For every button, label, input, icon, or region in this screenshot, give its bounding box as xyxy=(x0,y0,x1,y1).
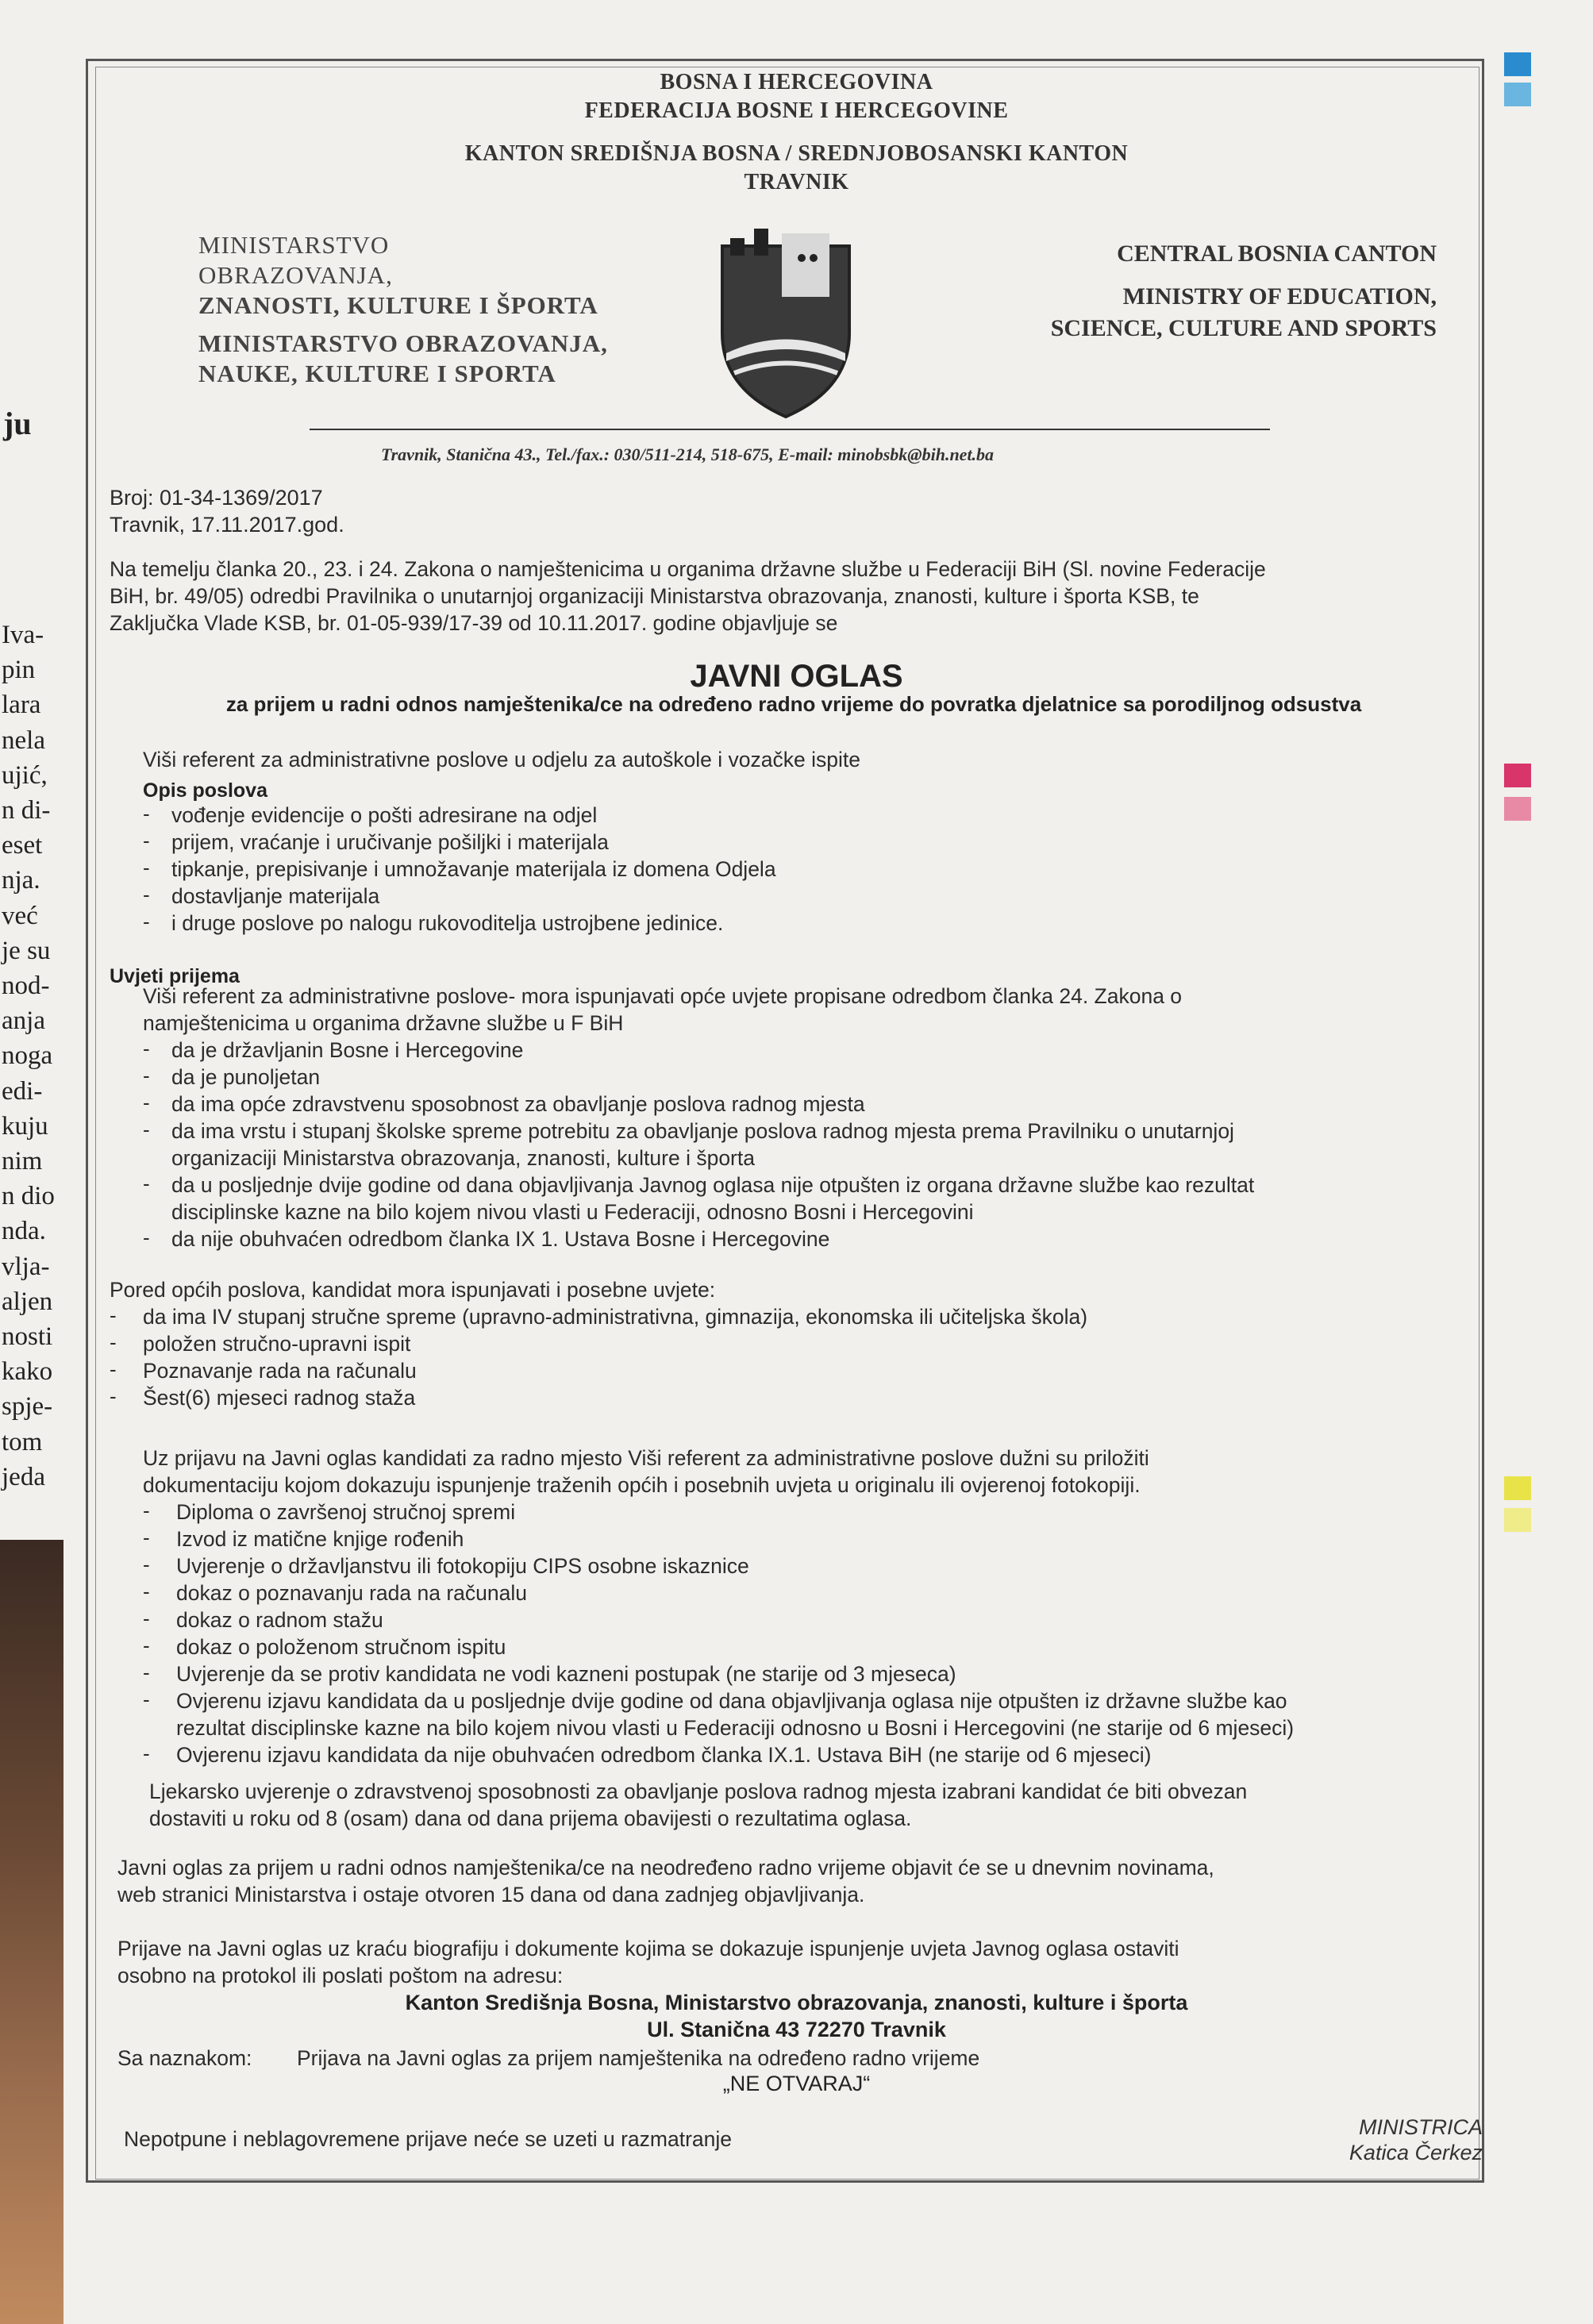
special-condition-item: Šest(6) mjeseci radnog staža xyxy=(143,1386,416,1410)
general-condition-item: disciplinske kazne na bilo kojem nivou vlasti u Federaciji, odnosno Bosni i Hercegovini xyxy=(171,1200,974,1224)
document-item: Uvjerenje da se protiv kandidata ne vodi kazneni postupak (ne starije od 3 mjeseca) xyxy=(176,1662,956,1686)
document-item: dokaz o radnom stažu xyxy=(176,1608,383,1632)
address-line1: Kanton Središnja Bosna, Ministarstvo obrazovanja, znanosti, kulture i športa xyxy=(405,1991,1188,2014)
adjacent-text-fragment: Iva- pin lara nela ujić, n di- eset nja. već je su nod- anja noga edi- kuju nim n dio nda. vlja- aljen nosti kako spje- tom jeda xyxy=(2,621,55,1491)
header-city: TRAVNIK xyxy=(744,170,849,194)
ministry-name-local xyxy=(198,230,608,389)
ministry-left-line4: MINISTARSTVO OBRAZOVANJA, xyxy=(198,329,608,357)
coat-of-arms-icon xyxy=(706,222,865,421)
general-condition-item: da je punoljetan xyxy=(171,1065,321,1089)
bullet-dash: - xyxy=(143,1633,150,1657)
medical-line: dostaviti u roku od 8 (osam) dana od dana prijema obavijesti o rezultatima oglasa. xyxy=(149,1806,912,1830)
ministry-right-line3: SCIENCE, CULTURE AND SPORTS xyxy=(1050,315,1437,341)
magenta-light-registration-mark xyxy=(1504,797,1531,821)
intro-line: Na temelju članka 20., 23. i 24. Zakona o namještenicima u organima državne službe u Federaciji BiH (Sl. novine Federacije xyxy=(110,557,1266,581)
bullet-dash: - xyxy=(143,856,150,879)
publication-line: Javni oglas za prijem u radni odnos namještenika/ce na neodređeno radno vrijeme objavit će se u dnevnim novinama, xyxy=(117,1856,1214,1880)
ministry-left-line2: OBRAZOVANJA, xyxy=(198,261,393,289)
header-divider xyxy=(310,429,1270,430)
bullet-dash: - xyxy=(110,1357,117,1381)
contact-line: Travnik, Stanična 43., Tel./fax.: 030/511-214, 518-675, E-mail: minobsbk@bih.net.ba xyxy=(381,444,995,464)
duty-item: prijem, vraćanje i uručivanje pošiljki i materijala xyxy=(171,830,609,854)
duty-item: dostavljanje materijala xyxy=(171,884,380,908)
special-condition-item: položen stručno-upravni ispit xyxy=(143,1332,411,1356)
bullet-dash: - xyxy=(143,1225,150,1249)
publication-line: web stranici Ministarstva i ostaje otvoren 15 dana od dana zadnjeg objavljivanja. xyxy=(117,1883,865,1907)
bullet-dash: - xyxy=(143,1526,150,1549)
bullet-dash: - xyxy=(143,1064,150,1087)
announcement-title: JAVNI OGLAS xyxy=(690,659,903,694)
announcement-subtitle: za prijem u radni odnos namještenika/ce na određeno radno vrijeme do povratka djelatnice sa porodiljnog odsustva xyxy=(225,692,1362,716)
reference-date: Travnik, 17.11.2017.god. xyxy=(110,513,344,537)
header-canton: KANTON SREDIŠNJA BOSNA / SREDNJOBOSANSKI KANTON xyxy=(464,141,1129,166)
bullet-dash: - xyxy=(110,1303,117,1327)
bullet-dash: - xyxy=(143,1741,150,1765)
conditions-intro-line: namještenicima u organima državne službe u F BiH xyxy=(143,1011,624,1035)
general-condition-item: da nije obuhvaćen odredbom članka IX 1. Ustava Bosne i Hercegovine xyxy=(171,1227,830,1251)
bullet-dash: - xyxy=(143,1687,150,1711)
bullet-dash: - xyxy=(143,1579,150,1603)
signature-block xyxy=(1238,2114,1483,2165)
position-name: Viši referent za administrativne poslove u odjelu za autoškole i vozačke ispite xyxy=(143,748,860,771)
adjacent-heading-fragment: ju xyxy=(3,406,32,441)
adjacent-photo xyxy=(0,1540,63,2324)
general-condition-item: da ima vrstu i stupanj školske spreme potrebitu za obavljanje poslova radnog mjesta prema Pravilniku o unutarnjoj xyxy=(171,1119,1234,1143)
submission-line: osobno na protokol ili poslati poštom na adresu: xyxy=(117,1964,564,1987)
note-text: Prijava na Javni oglas za prijem namještenika na određeno radno vrijeme xyxy=(297,2046,980,2070)
document-item: Izvod iz matične knjige rođenih xyxy=(176,1527,464,1551)
document-item: dokaz o položenom stručnom ispitu xyxy=(176,1635,506,1659)
bullet-dash: - xyxy=(110,1384,117,1408)
document-item: dokaz o poznavanju rada na računalu xyxy=(176,1581,527,1605)
intro-line: Zaključka Vlade KSB, br. 01-05-939/17-39 od 10.11.2017. godine objavljuje se xyxy=(110,611,838,635)
yellow-light-registration-mark xyxy=(1504,1508,1531,1532)
ministry-right-line1: CENTRAL BOSNIA CANTON xyxy=(1117,240,1437,267)
general-condition-item: da je državljanin Bosne i Hercegovine xyxy=(171,1038,524,1062)
bullet-dash: - xyxy=(143,1037,150,1060)
ministry-name-english xyxy=(945,238,1437,344)
special-conditions-intro: Pored općih poslova, kandidat mora ispunjavati i posebne uvjete: xyxy=(110,1278,716,1302)
ministry-left-line1: MINISTARSTVO xyxy=(198,231,390,259)
submission-line: Prijave na Javni oglas uz kraću biografiju i dokumente kojima se dokazuje ispunjenje uvjeta Javnog oglasa ostaviti xyxy=(117,1937,1179,1960)
footer-note: Nepotpune i neblagovremene prijave neće se uzeti u razmatranje xyxy=(124,2127,733,2151)
document-item: Diploma o završenoj stručnoj spremi xyxy=(176,1500,516,1524)
intro-line: BiH, br. 49/05) odredbi Pravilnika o unutarnjoj organizaciji Ministarstva obrazovanja, znanosti, kulture i športa KSB, te xyxy=(110,584,1199,608)
duties-label: Opis poslova xyxy=(143,779,267,802)
document-item: Uvjerenje o državljanstvu ili fotokopiju CIPS osobne iskaznice xyxy=(176,1554,749,1578)
address-line2: Ul. Stanična 43 72270 Travnik xyxy=(647,2018,946,2041)
special-condition-item: da ima IV stupanj stručne spreme (upravno-administrativna, gimnazija, ekonomska ili učiteljska škola) xyxy=(143,1305,1088,1329)
bullet-dash: - xyxy=(143,829,150,852)
conditions-label: Uvjeti prijema xyxy=(110,965,240,987)
header-country: BOSNA I HERCEGOVINA xyxy=(660,70,933,94)
duty-item: vođenje evidencije o pošti adresirane na odjel xyxy=(171,803,598,827)
duty-item: i druge poslove po nalogu rukovoditelja ustrojbene jedinice. xyxy=(171,911,724,935)
bullet-dash: - xyxy=(143,1499,150,1522)
do-not-open-label: „NE OTVARAJ“ xyxy=(722,2072,871,2095)
bullet-dash: - xyxy=(143,802,150,825)
document-item: Ovjerenu izjavu kandidata da u posljednje dvije godine od dana objavljivanja oglasa nije otpušten iz državne službe kao xyxy=(176,1689,1287,1713)
header-federation: FEDERACIJA BOSNE I HERCEGOVINE xyxy=(584,98,1009,123)
general-condition-item: da u posljednje dvije godine od dana objavljivanja Javnog oglasa nije otpušten iz organa državne službe kao rezultat xyxy=(171,1173,1255,1197)
bullet-dash: - xyxy=(143,1118,150,1141)
document-item: rezultat disciplinske kazne na bilo kojem nivou vlasti u Federaciji odnosno u Bosni i Hercegovini (ne starije od 6 mjeseci) xyxy=(176,1716,1295,1740)
bullet-dash: - xyxy=(143,1172,150,1195)
general-condition-item: da ima opće zdravstvenu sposobnost za obavljanje poslova radnog mjesta xyxy=(171,1092,865,1116)
ministry-left-line5: NAUKE, KULTURE I SPORTA xyxy=(198,360,556,387)
special-condition-item: Poznavanje rada na računalu xyxy=(143,1359,417,1383)
documents-intro-line: Uz prijavu na Javni oglas kandidati za radno mjesto Viši referent za administrativne poslove dužni su priložiti xyxy=(143,1446,1149,1470)
general-condition-item: organizaciji Ministarstva obrazovanja, znanosti, kulture i športa xyxy=(171,1146,755,1170)
bullet-dash: - xyxy=(143,910,150,933)
signature-name: Katica Čerkez xyxy=(1349,2141,1483,2164)
medical-line: Ljekarsko uvjerenje o zdravstvenoj sposobnosti za obavljanje poslova radnog mjesta izabrani kandidat će biti obvezan xyxy=(149,1780,1248,1803)
ministry-right-line2: MINISTRY OF EDUCATION, xyxy=(1122,283,1437,310)
duty-item: tipkanje, prepisivanje i umnožavanje materijala iz domena Odjela xyxy=(171,857,776,881)
bullet-dash: - xyxy=(143,883,150,906)
bullet-dash: - xyxy=(143,1660,150,1684)
bullet-dash: - xyxy=(143,1553,150,1576)
note-label: Sa naznakom: xyxy=(117,2046,252,2070)
bullet-dash: - xyxy=(143,1606,150,1630)
reference-number: Broj: 01-34-1369/2017 xyxy=(110,486,323,510)
bullet-dash: - xyxy=(110,1330,117,1354)
signature-title: MINISTRICA xyxy=(1358,2115,1483,2139)
adjacent-newspaper-column xyxy=(0,0,63,2324)
document-item: Ovjerenu izjavu kandidata da nije obuhvaćen odredbom članka IX.1. Ustava BiH (ne starije od 6 mjeseci) xyxy=(176,1743,1152,1767)
bullet-dash: - xyxy=(143,1091,150,1114)
magenta-registration-mark xyxy=(1504,764,1531,787)
documents-intro-line: dokumentaciju kojom dokazuju ispunjenje traženih općih i posebnih uvjeta u originalu ili ovjerenoj fotokopiji. xyxy=(143,1473,1141,1497)
conditions-intro-line: Viši referent za administrativne poslove- mora ispunjavati opće uvjete propisane odredbom članka 24. Zakona o xyxy=(143,984,1183,1008)
ministry-left-line3: ZNANOSTI, KULTURE I ŠPORTA xyxy=(198,291,598,319)
yellow-registration-mark xyxy=(1504,1476,1531,1500)
